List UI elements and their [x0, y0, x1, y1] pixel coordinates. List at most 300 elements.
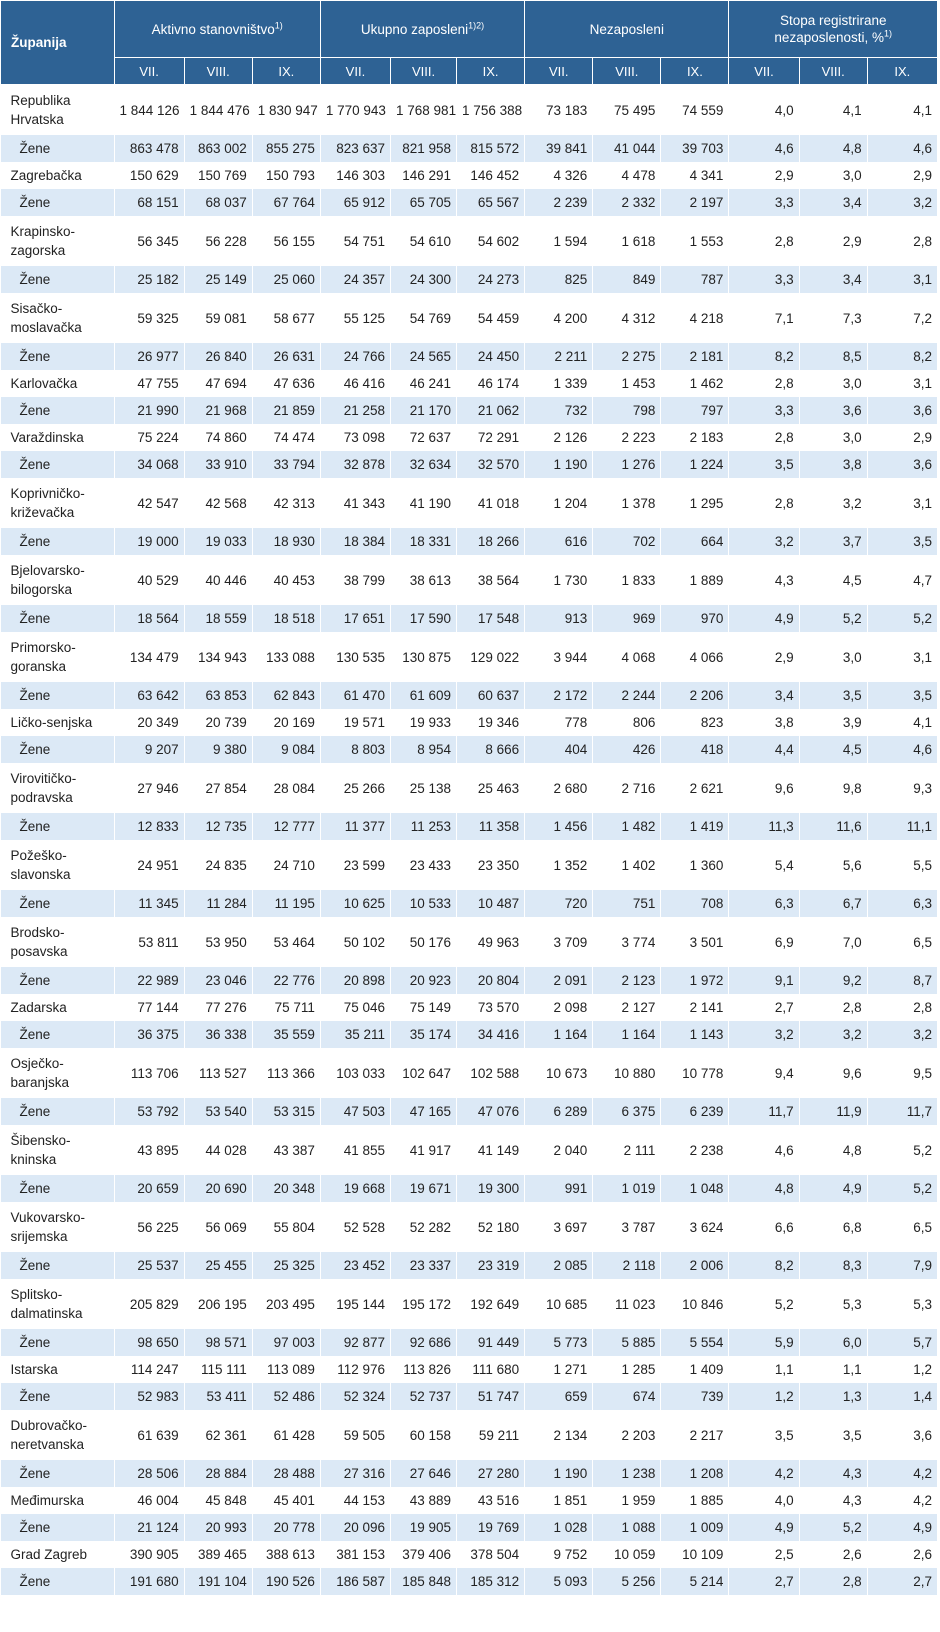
table-cell: 6,3 [867, 890, 937, 917]
table-cell: 2,8 [867, 216, 937, 266]
table-cell: 32 878 [320, 451, 390, 478]
table-cell: 59 211 [457, 1410, 525, 1460]
table-cell: 113 366 [252, 1048, 320, 1098]
table-cell: 192 649 [457, 1279, 525, 1329]
table-cell: 146 291 [391, 162, 457, 189]
table-row-women [1, 266, 938, 293]
table-cell: 26 977 [114, 343, 184, 370]
table-row-women [1, 813, 938, 840]
table-cell: 56 225 [114, 1202, 184, 1252]
table-cell: 129 022 [457, 632, 525, 682]
table-cell: 778 [525, 709, 593, 736]
table-cell: 1 885 [661, 1487, 729, 1514]
table-cell: 10 880 [593, 1048, 661, 1098]
table-cell: 2,8 [729, 424, 799, 451]
table-cell: 1 730 [525, 555, 593, 605]
month-header: VIII. [799, 58, 867, 85]
table-cell: 390 905 [114, 1541, 184, 1568]
table-cell: 1 844 126 [114, 85, 184, 136]
table-cell: 1,3 [799, 1383, 867, 1410]
table-cell: 2 244 [593, 682, 661, 709]
table-cell: 113 089 [252, 1356, 320, 1383]
table-row [1, 632, 938, 682]
county-name: Šibensko-kninska [1, 1125, 115, 1175]
table-cell: 5,2 [729, 1279, 799, 1329]
table-cell: 32 570 [457, 451, 525, 478]
table-cell: 4,2 [867, 1487, 937, 1514]
table-cell: 92 686 [391, 1329, 457, 1356]
table-cell: 2,8 [729, 370, 799, 397]
table-cell: 3,2 [799, 478, 867, 528]
table-cell: 25 138 [391, 763, 457, 813]
table-cell: 113 826 [391, 1356, 457, 1383]
table-cell: 797 [661, 397, 729, 424]
table-cell: 4,4 [729, 736, 799, 763]
table-cell: 2 203 [593, 1410, 661, 1460]
table-cell: 3,3 [729, 397, 799, 424]
table-cell: 25 266 [320, 763, 390, 813]
women-label: Žene [1, 135, 115, 162]
table-cell: 863 002 [184, 135, 252, 162]
table-cell: 150 629 [114, 162, 184, 189]
table-cell: 75 495 [593, 85, 661, 136]
table-cell: 114 247 [114, 1356, 184, 1383]
table-cell: 4,0 [729, 1487, 799, 1514]
table-cell: 1 164 [593, 1021, 661, 1048]
table-row [1, 1048, 938, 1098]
table-cell: 18 518 [252, 605, 320, 632]
table-cell: 1 019 [593, 1175, 661, 1202]
table-cell: 28 084 [252, 763, 320, 813]
table-cell: 806 [593, 709, 661, 736]
table-row [1, 1125, 938, 1175]
table-cell: 27 280 [457, 1460, 525, 1487]
table-cell: 25 537 [114, 1252, 184, 1279]
county-name: Zadarska [1, 994, 115, 1021]
table-cell: 39 703 [661, 135, 729, 162]
table-cell: 5 256 [593, 1568, 661, 1595]
table-cell: 381 153 [320, 1541, 390, 1568]
table-cell: 74 559 [661, 85, 729, 136]
table-cell: 3,6 [867, 451, 937, 478]
women-label: Žene [1, 605, 115, 632]
table-cell: 5,3 [867, 1279, 937, 1329]
table-cell: 2 238 [661, 1125, 729, 1175]
table-cell: 24 710 [252, 840, 320, 890]
table-cell: 23 433 [391, 840, 457, 890]
table-row [1, 1202, 938, 1252]
county-name: Varaždinska [1, 424, 115, 451]
table-cell: 52 324 [320, 1383, 390, 1410]
table-cell: 4,6 [729, 1125, 799, 1175]
table-cell: 35 211 [320, 1021, 390, 1048]
table-cell: 1,2 [867, 1356, 937, 1383]
header-stopa: Stopa registrirane nezaposlenosti, %$^{1)}$ [729, 1, 938, 58]
table-cell: 41 044 [593, 135, 661, 162]
table-cell: 36 375 [114, 1021, 184, 1048]
table-cell: 10 685 [525, 1279, 593, 1329]
county-name: Međimurska [1, 1487, 115, 1514]
table-cell: 46 004 [114, 1487, 184, 1514]
table-row-women [1, 967, 938, 994]
table-cell: 1 553 [661, 216, 729, 266]
table-cell: 9 084 [252, 736, 320, 763]
table-cell: 1 844 476 [184, 85, 252, 136]
table-cell: 53 315 [252, 1098, 320, 1125]
table-cell: 2 275 [593, 343, 661, 370]
table-cell: 41 855 [320, 1125, 390, 1175]
table-cell: 5,6 [799, 840, 867, 890]
table-cell: 4,1 [867, 85, 937, 136]
table-cell: 34 068 [114, 451, 184, 478]
table-cell: 75 046 [320, 994, 390, 1021]
table-row-women [1, 528, 938, 555]
table-cell: 73 098 [320, 424, 390, 451]
table-cell: 47 755 [114, 370, 184, 397]
table-cell: 38 564 [457, 555, 525, 605]
table-cell: 26 631 [252, 343, 320, 370]
table-row-women [1, 682, 938, 709]
table-row-women [1, 1514, 938, 1541]
table-cell: 20 923 [391, 967, 457, 994]
table-cell: 1 618 [593, 216, 661, 266]
table-cell: 3 787 [593, 1202, 661, 1252]
women-label: Žene [1, 343, 115, 370]
table-cell: 11 345 [114, 890, 184, 917]
table-cell: 43 895 [114, 1125, 184, 1175]
table-cell: 751 [593, 890, 661, 917]
table-cell: 1 402 [593, 840, 661, 890]
table-cell: 821 958 [391, 135, 457, 162]
table-cell: 20 739 [184, 709, 252, 736]
table-cell: 10 533 [391, 890, 457, 917]
table-cell: 133 088 [252, 632, 320, 682]
table-cell: 389 465 [184, 1541, 252, 1568]
table-cell: 3 944 [525, 632, 593, 682]
table-cell: 65 567 [457, 189, 525, 216]
table-cell: 3,2 [867, 189, 937, 216]
table-cell: 2 134 [525, 1410, 593, 1460]
table-cell: 52 180 [457, 1202, 525, 1252]
table-cell: 20 169 [252, 709, 320, 736]
table-cell: 34 416 [457, 1021, 525, 1048]
table-cell: 11,9 [799, 1098, 867, 1125]
table-cell: 33 794 [252, 451, 320, 478]
table-cell: 56 069 [184, 1202, 252, 1252]
table-cell: 22 776 [252, 967, 320, 994]
table-cell: 2 197 [661, 189, 729, 216]
table-cell: 8,2 [729, 343, 799, 370]
table-cell: 5,2 [867, 605, 937, 632]
county-name: Bjelovarsko-bilogorska [1, 555, 115, 605]
table-cell: 17 590 [391, 605, 457, 632]
table-cell: 52 282 [391, 1202, 457, 1252]
table-cell: 27 946 [114, 763, 184, 813]
table-cell: 18 930 [252, 528, 320, 555]
table-cell: 659 [525, 1383, 593, 1410]
table-row-women [1, 1383, 938, 1410]
table-cell: 18 331 [391, 528, 457, 555]
women-label: Žene [1, 682, 115, 709]
table-cell: 5 093 [525, 1568, 593, 1595]
table-cell: 1,4 [867, 1383, 937, 1410]
table-cell: 53 464 [252, 917, 320, 967]
table-cell: 59 505 [320, 1410, 390, 1460]
table-cell: 4,3 [799, 1460, 867, 1487]
table-cell: 20 659 [114, 1175, 184, 1202]
table-cell: 9,1 [729, 967, 799, 994]
table-cell: 2,9 [729, 162, 799, 189]
table-cell: 3,5 [729, 1410, 799, 1460]
table-cell: 8,3 [799, 1252, 867, 1279]
table-cell: 3,1 [867, 370, 937, 397]
table-cell: 62 843 [252, 682, 320, 709]
table-cell: 40 446 [184, 555, 252, 605]
table-row-women [1, 1460, 938, 1487]
table-cell: 1 190 [525, 1460, 593, 1487]
table-cell: 5,3 [799, 1279, 867, 1329]
table-cell: 4,9 [729, 1514, 799, 1541]
table-cell: 47 694 [184, 370, 252, 397]
table-cell: 1 482 [593, 813, 661, 840]
table-cell: 19 000 [114, 528, 184, 555]
table-cell: 45 848 [184, 1487, 252, 1514]
table-cell: 43 387 [252, 1125, 320, 1175]
women-label: Žene [1, 1021, 115, 1048]
table-cell: 47 503 [320, 1098, 390, 1125]
women-label: Žene [1, 266, 115, 293]
table-cell: 2 183 [661, 424, 729, 451]
table-cell: 1 271 [525, 1356, 593, 1383]
table-cell: 1 360 [661, 840, 729, 890]
table-cell: 4,3 [799, 1487, 867, 1514]
table-cell: 1 594 [525, 216, 593, 266]
table-row [1, 763, 938, 813]
table-cell: 1 009 [661, 1514, 729, 1541]
table-cell: 4,8 [799, 1125, 867, 1175]
table-cell: 6,9 [729, 917, 799, 967]
table-cell: 3,4 [729, 682, 799, 709]
table-cell: 1 851 [525, 1487, 593, 1514]
table-cell: 18 266 [457, 528, 525, 555]
table-cell: 40 453 [252, 555, 320, 605]
table-cell: 3,5 [729, 451, 799, 478]
table-row-women [1, 343, 938, 370]
table-cell: 10 625 [320, 890, 390, 917]
table-cell: 25 463 [457, 763, 525, 813]
table-cell: 11 284 [184, 890, 252, 917]
table-cell: 50 176 [391, 917, 457, 967]
table-cell: 9 207 [114, 736, 184, 763]
table-cell: 969 [593, 605, 661, 632]
table-cell: 815 572 [457, 135, 525, 162]
table-cell: 3 501 [661, 917, 729, 967]
women-label: Žene [1, 1568, 115, 1595]
table-row-women [1, 605, 938, 632]
table-cell: 4,7 [867, 555, 937, 605]
table-cell: 3,2 [729, 1021, 799, 1048]
table-cell: 23 350 [457, 840, 525, 890]
table-cell: 991 [525, 1175, 593, 1202]
table-row-women [1, 451, 938, 478]
table-cell: 1 088 [593, 1514, 661, 1541]
table-cell: 3 774 [593, 917, 661, 967]
table-cell: 2,6 [799, 1541, 867, 1568]
table-cell: 1 224 [661, 451, 729, 478]
table-cell: 28 506 [114, 1460, 184, 1487]
table-cell: 2,8 [799, 994, 867, 1021]
county-name: Ličko-senjska [1, 709, 115, 736]
table-cell: 1 238 [593, 1460, 661, 1487]
table-row-women [1, 736, 938, 763]
table-cell: 23 319 [457, 1252, 525, 1279]
table-cell: 3,2 [867, 1021, 937, 1048]
table-cell: 9,6 [799, 1048, 867, 1098]
table-cell: 2,7 [729, 994, 799, 1021]
table-cell: 1 352 [525, 840, 593, 890]
table-cell: 98 571 [184, 1329, 252, 1356]
table-cell: 113 527 [184, 1048, 252, 1098]
table-cell: 9,8 [799, 763, 867, 813]
table-cell: 3,0 [799, 370, 867, 397]
table-cell: 46 241 [391, 370, 457, 397]
county-name: Virovitičko-podravska [1, 763, 115, 813]
table-cell: 24 565 [391, 343, 457, 370]
table-cell: 2 621 [661, 763, 729, 813]
table-row-women [1, 1098, 938, 1125]
table-cell: 20 993 [184, 1514, 252, 1541]
table-cell: 73 183 [525, 85, 593, 136]
table-cell: 7,2 [867, 293, 937, 343]
table-cell: 25 455 [184, 1252, 252, 1279]
table-cell: 47 636 [252, 370, 320, 397]
women-label: Žene [1, 813, 115, 840]
table-cell: 2,5 [729, 1541, 799, 1568]
table-cell: 22 989 [114, 967, 184, 994]
table-cell: 54 459 [457, 293, 525, 343]
table-cell: 61 470 [320, 682, 390, 709]
table-cell: 6,0 [799, 1329, 867, 1356]
table-cell: 42 313 [252, 478, 320, 528]
table-cell: 3,5 [799, 1410, 867, 1460]
county-name: Požeško-slavonska [1, 840, 115, 890]
table-row [1, 1541, 938, 1568]
table-cell: 2 091 [525, 967, 593, 994]
table-cell: 4 312 [593, 293, 661, 343]
table-cell: 24 450 [457, 343, 525, 370]
table-cell: 1,2 [729, 1383, 799, 1410]
table-cell: 103 033 [320, 1048, 390, 1098]
table-cell: 3,2 [729, 528, 799, 555]
table-cell: 97 003 [252, 1329, 320, 1356]
table-cell: 8 803 [320, 736, 390, 763]
table-row-women [1, 397, 938, 424]
table-cell: 426 [593, 736, 661, 763]
table-cell: 2 040 [525, 1125, 593, 1175]
table-cell: 77 276 [184, 994, 252, 1021]
table-cell: 4,3 [729, 555, 799, 605]
table-cell: 1 959 [593, 1487, 661, 1514]
table-cell: 55 804 [252, 1202, 320, 1252]
table-cell: 7,9 [867, 1252, 937, 1279]
table-cell: 35 174 [391, 1021, 457, 1048]
table-cell: 3,6 [867, 1410, 937, 1460]
table-cell: 1 295 [661, 478, 729, 528]
table-row [1, 162, 938, 189]
table-cell: 9 752 [525, 1541, 593, 1568]
table-cell: 1 378 [593, 478, 661, 528]
table-cell: 913 [525, 605, 593, 632]
table-cell: 5 773 [525, 1329, 593, 1356]
county-name: Zagrebačka [1, 162, 115, 189]
month-header: IX. [457, 58, 525, 85]
table-cell: 4,1 [799, 85, 867, 136]
table-cell: 41 917 [391, 1125, 457, 1175]
table-cell: 12 735 [184, 813, 252, 840]
table-cell: 39 841 [525, 135, 593, 162]
table-cell: 10 059 [593, 1541, 661, 1568]
table-cell: 41 018 [457, 478, 525, 528]
table-cell: 19 300 [457, 1175, 525, 1202]
table-cell: 4,1 [867, 709, 937, 736]
table-cell: 11 253 [391, 813, 457, 840]
table-cell: 9 380 [184, 736, 252, 763]
table-cell: 40 529 [114, 555, 184, 605]
county-name: Vukovarsko-srijemska [1, 1202, 115, 1252]
table-cell: 3 697 [525, 1202, 593, 1252]
table-cell: 702 [593, 528, 661, 555]
table-cell: 55 125 [320, 293, 390, 343]
table-cell: 191 680 [114, 1568, 184, 1595]
table-cell: 4 478 [593, 162, 661, 189]
table-row [1, 1279, 938, 1329]
table-cell: 25 325 [252, 1252, 320, 1279]
table-row [1, 424, 938, 451]
header-zaposleni: Ukupno zaposleni$^{1)2)}$ [320, 1, 524, 58]
table-cell: 74 474 [252, 424, 320, 451]
table-cell: 1 770 943 [320, 85, 390, 136]
county-name: Karlovačka [1, 370, 115, 397]
table-cell: 825 [525, 266, 593, 293]
table-cell: 4 326 [525, 162, 593, 189]
table-cell: 3,8 [729, 709, 799, 736]
table-cell: 53 950 [184, 917, 252, 967]
table-row-women [1, 1329, 938, 1356]
table-cell: 150 769 [184, 162, 252, 189]
table-cell: 6 289 [525, 1098, 593, 1125]
table-cell: 19 933 [391, 709, 457, 736]
table-cell: 4,9 [867, 1514, 937, 1541]
table-cell: 8,2 [867, 343, 937, 370]
table-cell: 2 181 [661, 343, 729, 370]
table-cell: 20 898 [320, 967, 390, 994]
table-cell: 2,8 [729, 478, 799, 528]
table-cell: 25 060 [252, 266, 320, 293]
table-cell: 47 165 [391, 1098, 457, 1125]
table-cell: 2 206 [661, 682, 729, 709]
table-cell: 8,7 [867, 967, 937, 994]
table-cell: 388 613 [252, 1541, 320, 1568]
table-cell: 23 599 [320, 840, 390, 890]
table-cell: 2 006 [661, 1252, 729, 1279]
table-row [1, 1487, 938, 1514]
table-cell: 3,9 [799, 709, 867, 736]
table-cell: 4 068 [593, 632, 661, 682]
table-cell: 1 028 [525, 1514, 593, 1541]
table-cell: 4,6 [729, 135, 799, 162]
county-name: Republika Hrvatska [1, 85, 115, 136]
table-cell: 74 860 [184, 424, 252, 451]
